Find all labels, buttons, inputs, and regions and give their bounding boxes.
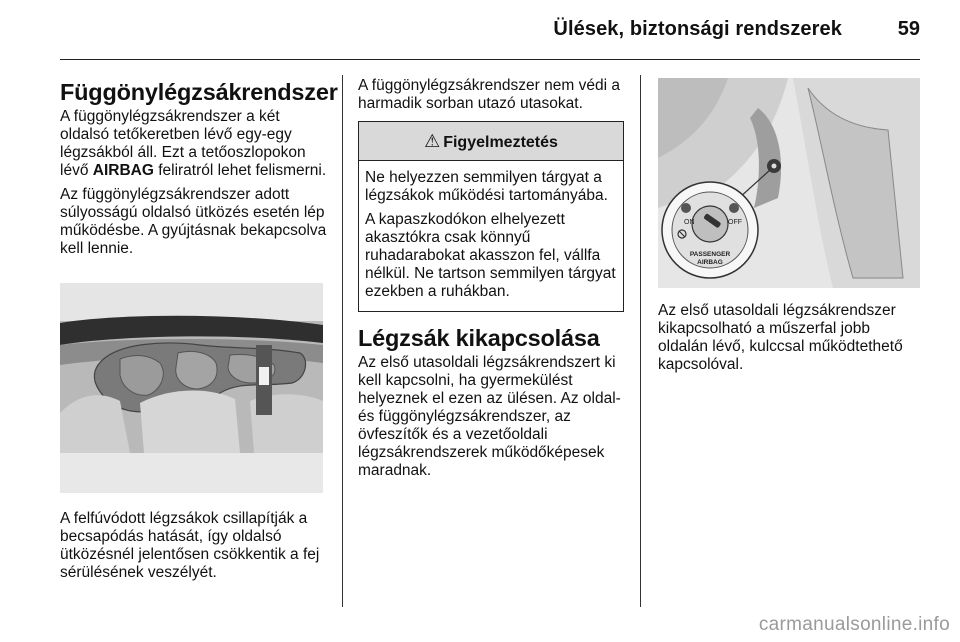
paragraph-curtain-description: A függönylégzsákrendszer a két oldalsó tetőkeretben lévő egy-egy légzsákból áll. Ezt a tetőoszlopokon lévő AIRBAG feliratról lehet felismerni. (60, 108, 327, 179)
warning-title: Figyelmeztetés (443, 134, 558, 151)
section-heading-curtain-airbag: Függönylégzsákrendszer (60, 79, 338, 105)
watermark: carmanualsonline.info (758, 614, 950, 635)
header-divider (60, 59, 920, 60)
paragraph-curtain-activation: Az függönylégzsákrendszer adott súlyosságú oldalsó ütközés esetén lép működésbe. A gyújtásnak bekapcsolva kell lennie. (60, 186, 327, 257)
warning-paragraph-1: Ne helyezzen semmilyen tárgyat a légzsákok működési tartományába. (365, 169, 608, 204)
switch-label-on: ON (684, 219, 695, 226)
switch-label-off: OFF (728, 219, 742, 226)
warning-triangle-icon: ⚠ (424, 131, 441, 151)
warning-body (359, 161, 623, 311)
airbag-switch-caption: Az első utasoldali légzsákrendszer kikapcsolható a műszerfal jobb oldalán lévő, kulccsal működtethető kapcsolóval. (658, 302, 903, 373)
airbag-label-text: AIRBAG (92, 162, 154, 179)
curtain-airbag-photo (60, 283, 323, 493)
warning-box (358, 121, 624, 312)
warning-header (359, 122, 623, 161)
left-caption-block (60, 510, 328, 588)
paragraph-deactivation: Az első utasoldali légzsákrendszert ki kell kapcsolni, ha gyermekülést helyeznek el ezen az ülésen. Az oldal- és függönylégzsákrendszer, az övfeszítők és a vezetőoldali légzsákrendszerek működőképesek maradnak. (358, 354, 621, 479)
section-heading-airbag-deactivation: Légzsák kikapcsolása (358, 325, 600, 351)
right-column (658, 302, 920, 380)
paragraph-third-row-note: A függönylégzsákrendszer nem védi a harmadik sorban utazó utasokat. (358, 77, 620, 112)
switch-label-passenger: PASSENGER (689, 251, 731, 258)
page-header-title: Ülések, biztonsági rendszerek (553, 18, 842, 40)
column-divider-2 (640, 75, 641, 607)
curtain-airbag-illustration (60, 283, 323, 493)
left-column (60, 78, 338, 264)
airbag-switch-photo (658, 78, 920, 288)
curtain-airbag-caption: A felfúvódott légzsákok csillapítják a becsapódás hatását, így oldalsó ütközésnél jelentősen csökkentik a fej sérülésének veszélyét. (60, 510, 320, 581)
column-divider-1 (342, 75, 343, 607)
switch-label-airbag: AIRBAG (697, 259, 723, 266)
warning-paragraph-2: A kapaszkodókon elhelyezett akasztókra csak könnyű ruhadarabokat akasszon fel, vállfa nélkül. Ne tartson semmilyen tárgyat ezekben a ruhákban. (365, 211, 616, 300)
airbag-switch-illustration (658, 78, 920, 288)
middle-column (358, 77, 624, 486)
page-number: 59 (897, 18, 920, 40)
